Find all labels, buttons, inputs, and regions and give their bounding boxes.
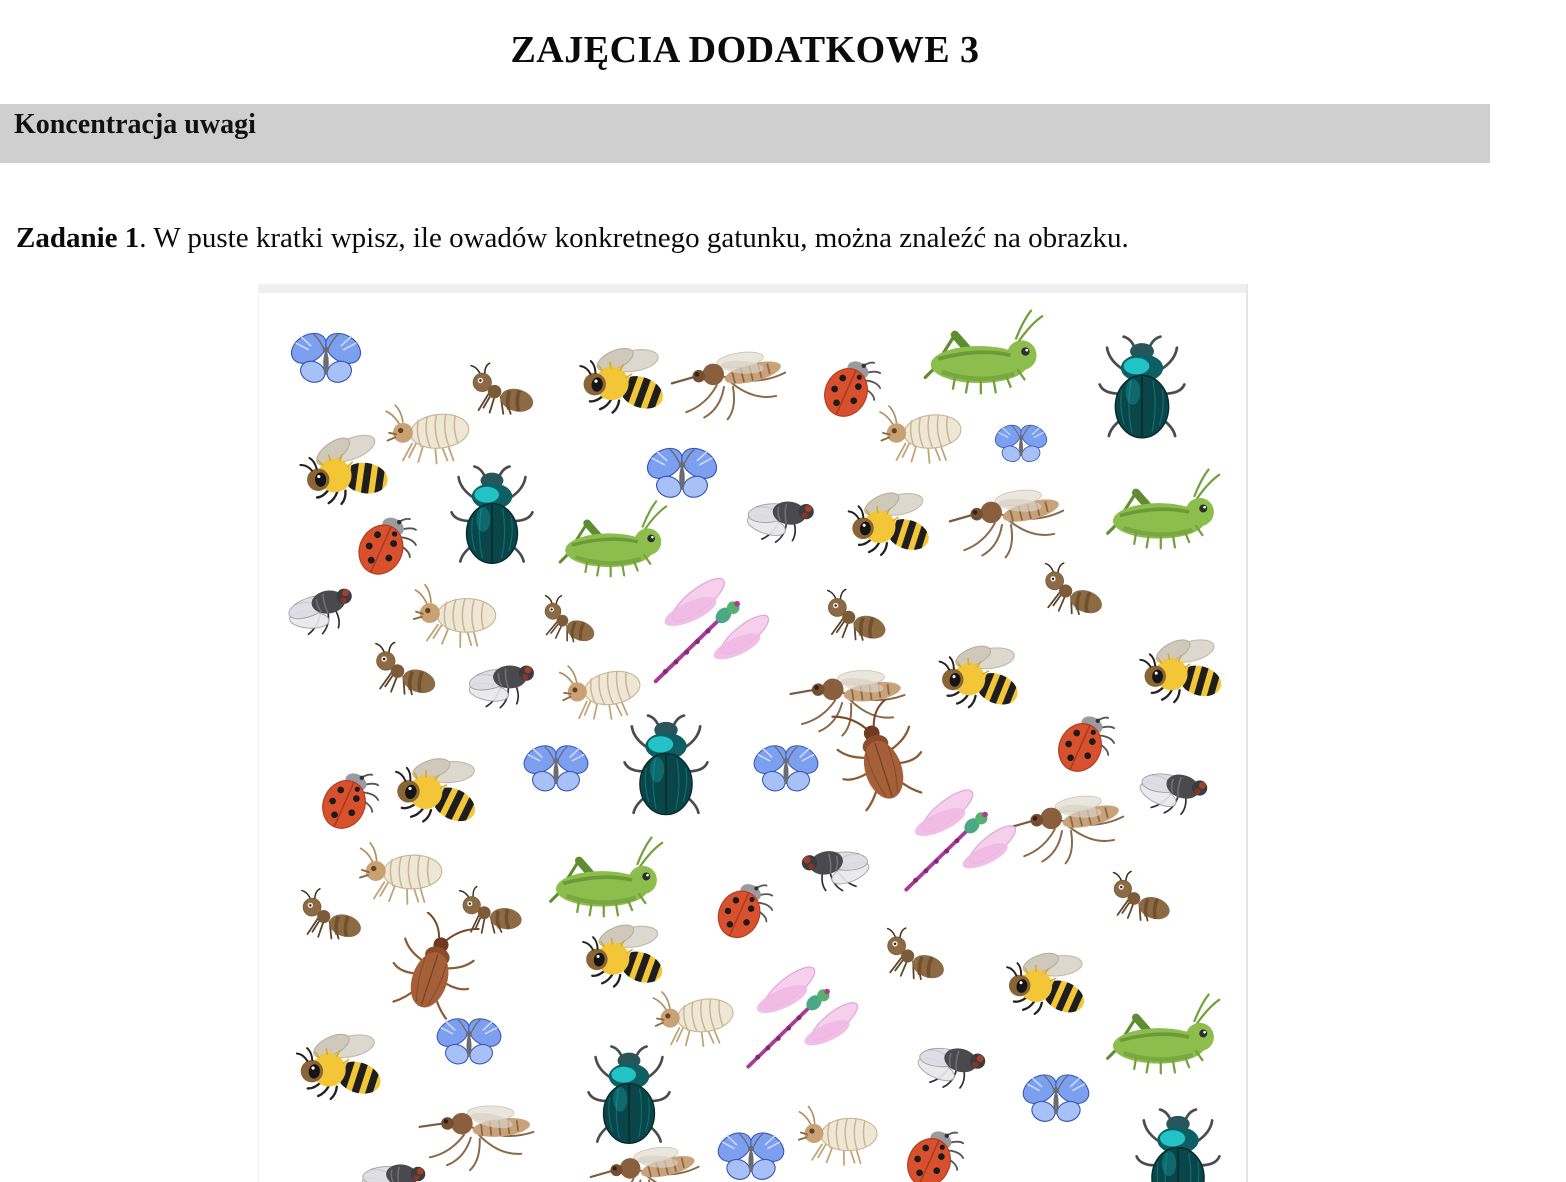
insect-butterfly <box>287 325 365 395</box>
insect-butterfly <box>992 419 1050 471</box>
insects-picture <box>258 284 1248 1182</box>
insect-mosquito <box>670 333 796 423</box>
insect-butterfly <box>750 738 822 803</box>
insect-ant <box>818 587 894 646</box>
insect-ant <box>465 362 539 418</box>
insect-ladybug <box>895 1121 969 1182</box>
insect-butterfly <box>714 1125 788 1182</box>
insect-ladybug <box>346 507 422 583</box>
insect-ant <box>366 640 444 701</box>
insect-bee <box>380 740 492 841</box>
section-header-label: Koncentracja uwagi <box>14 109 256 140</box>
insect-mosquito <box>948 471 1074 561</box>
task-label: Zadanie 1 <box>16 222 140 254</box>
insect-bee <box>993 936 1099 1030</box>
insect-bee <box>927 630 1031 721</box>
insect-beetle <box>621 712 711 820</box>
insect-bee <box>293 427 394 513</box>
insect-grasshopper <box>914 307 1044 400</box>
page-title: ZAJĘCIA DODATKOWE 3 <box>510 29 980 71</box>
insect-termite <box>383 396 475 465</box>
insect-mosquito <box>589 1129 709 1182</box>
insect-ant <box>876 924 953 985</box>
insect-termite <box>407 574 506 652</box>
insect-fly <box>905 1018 999 1105</box>
insect-mosquito <box>1008 777 1134 867</box>
insect-termite <box>354 832 451 907</box>
insect-grasshopper <box>540 834 664 923</box>
insect-ant <box>1034 559 1111 620</box>
insect-butterfly <box>1019 1067 1093 1134</box>
insect-beetle <box>1096 333 1188 443</box>
section-header-banner <box>0 104 1490 163</box>
insect-dragonfly <box>644 565 770 691</box>
insect-termite <box>877 397 967 465</box>
insect-ladybug <box>812 351 886 425</box>
insect-ant <box>534 592 604 648</box>
insect-bee <box>1132 629 1229 712</box>
insect-termite <box>650 980 740 1049</box>
task-text: . W puste kratki wpisz, ile owadów konkretnego gatunku, można znaleźć na obrazku. <box>139 222 1129 254</box>
insect-grasshopper <box>1097 466 1221 555</box>
insect-beetle <box>1133 1106 1223 1182</box>
insect-ant <box>1104 868 1177 925</box>
insect-fly <box>455 637 549 724</box>
picture-top-strip <box>259 284 1246 293</box>
insect-ladybug <box>706 874 778 946</box>
task-line <box>16 222 1129 255</box>
insect-fly <box>354 1142 434 1182</box>
insect-beetle <box>448 463 536 569</box>
insect-butterfly <box>520 738 592 803</box>
insect-cockroach <box>388 912 480 1021</box>
insect-dragonfly <box>737 954 859 1076</box>
insect-bee <box>839 480 939 566</box>
insect-termite <box>793 1097 885 1169</box>
insect-bee <box>569 334 675 427</box>
insect-ladybug <box>310 763 384 837</box>
insect-termite <box>556 652 648 724</box>
insect-grasshopper <box>1097 991 1221 1080</box>
insect-ladybug <box>1046 706 1120 780</box>
insect-bee <box>287 1021 391 1111</box>
insect-cockroach <box>831 699 927 812</box>
insect-fly <box>790 823 880 906</box>
insect-fly <box>739 478 823 554</box>
insect-fly <box>1126 743 1222 833</box>
